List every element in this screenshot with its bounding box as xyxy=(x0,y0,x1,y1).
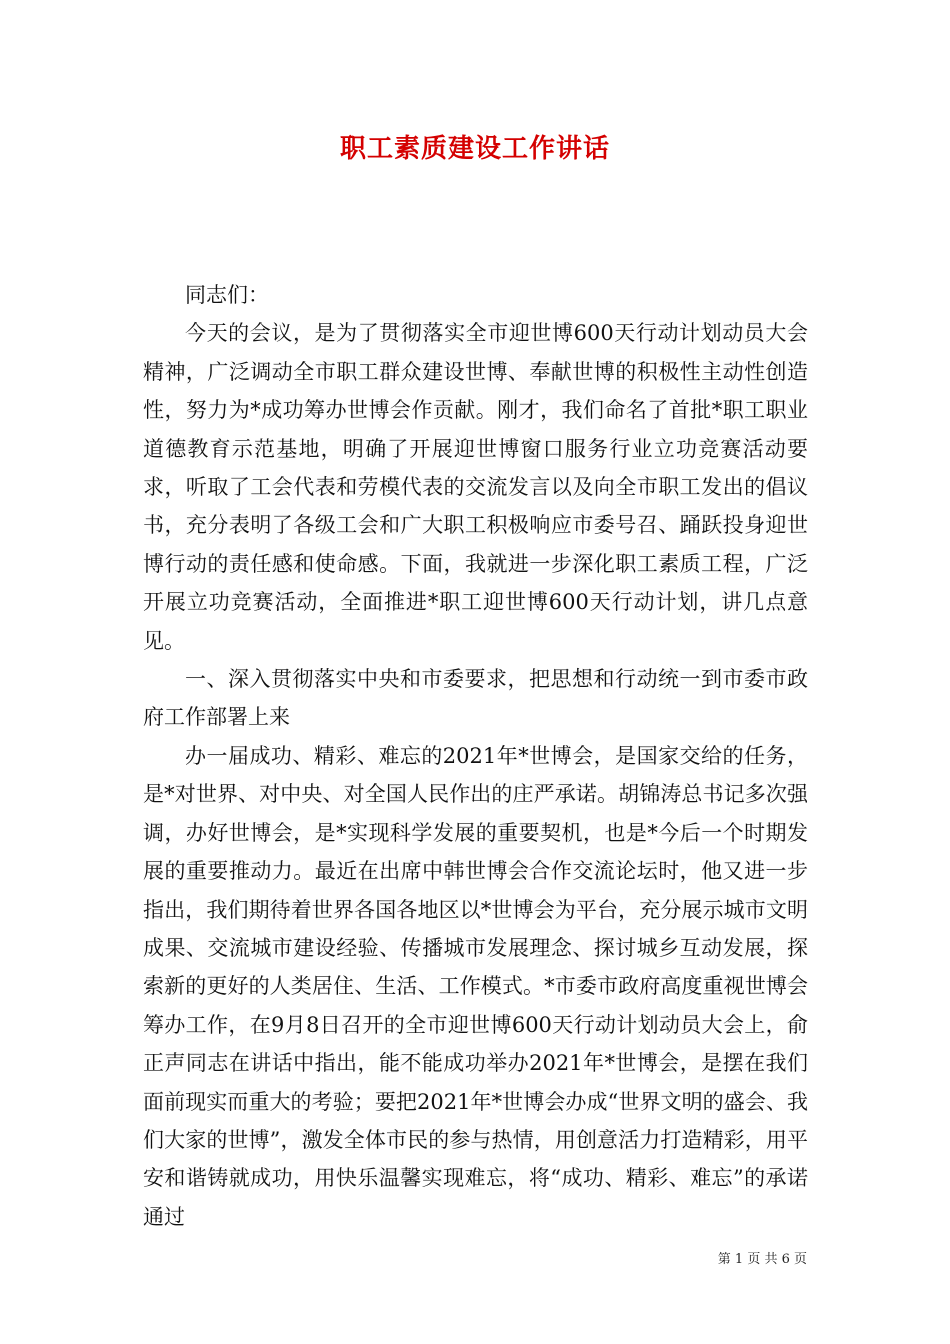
section-heading-1: 一、深入贯彻落实中央和市委要求，把思想和行动统一到市委市政府工作部署上来 xyxy=(143,667,808,730)
document-title: 职工素质建设工作讲话 xyxy=(339,134,610,164)
document-body xyxy=(143,276,808,1236)
paragraph-2: 办一届成功、精彩、难忘的2021年*世博会，是国家交给的任务，是*对世界、对中央、对全国人民作出的庄严承诺。胡锦涛总书记多次强调，办好世博会，是*实现科学发展的重要契机，也是*今后一个时期发展的重要推动力。最近在出席中韩世博会合作交流论坛时，他又进一步指出，我们期待着世界各国各地区以*世博会为平台，充分展示城市文明成果、交流城市建设经验、传播城市发展理念、探讨城乡互动发展，探索新的更好的人类居住、生活、工作模式。*市委市政府高度重视世博会筹办工作，在9月8日召开的全市迎世博600天行动计划动员大会上，俞正声同志在讲话中指出，能不能成功举办2021年*世博会，是摆在我们面前现实而重大的考验；要把2021年*世博会办成“世界文明的盛会、我们大家的世博”，激发全体市民的参与热情，用创意活力打造精彩，用平安和谐铸就成功，用快乐温馨实现难忘，将“成功、精彩、难忘”的承诺通过 xyxy=(143,743,808,1229)
paragraph-1: 今天的会议，是为了贯彻落实全市迎世博600天行动计划动员大会精神，广泛调动全市职工群众建设世博、奉献世博的积极性主动性创造性，努力为*成功筹办世博会作贡献。刚才，我们命名了首批*职工职业道德教育示范基地，明确了开展迎世博窗口服务行业立功竞赛活动要求，听取了工会代表和劳模代表的交流发言以及向全市职工发出的倡议书，充分表明了各级工会和广大职工积极响应市委号召、踊跃投身迎世博行动的责任感和使命感。下面，我就进一步深化职工素质工程，广泛开展立功竞赛活动，全面推进*职工迎世博600天行动计划，讲几点意见。 xyxy=(143,321,808,653)
page-number-footer: 第 1 页 共 6 页 xyxy=(717,1252,807,1267)
salutation: 同志们： xyxy=(185,283,269,307)
